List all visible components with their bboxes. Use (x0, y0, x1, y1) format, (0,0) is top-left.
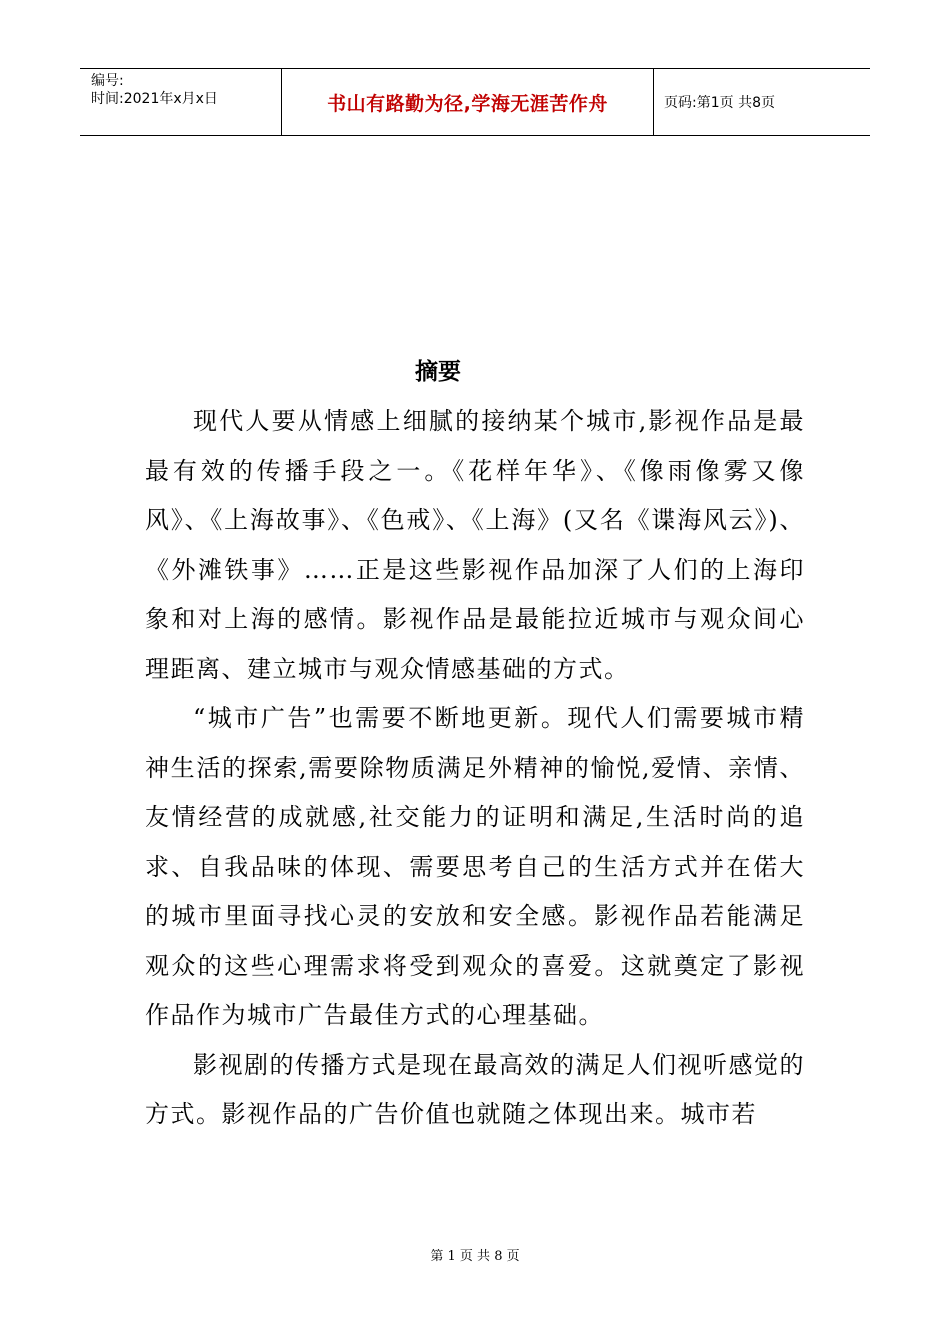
paragraph: 影视剧的传播方式是现在最高效的满足人们视听感觉的方式。影视作品的广告价值也就随之体现出来。城市若 (145, 1050, 805, 1128)
paragraph: “城市广告”也需要不断地更新。现代人们需要城市精神生活的探索,需要除物质满足外精神的愉悦,爱情、亲情、友情经营的成就感,社交能力的证明和满足,生活时尚的追求、自我品味的体现、需要思考自己的生活方式并在偌大的城市里面寻找心灵的安放和安全感。影视作品若能满足观众的这些心理需求将受到观众的喜爱。这就奠定了影视作品作为城市广告最佳方式的心理基础。 (145, 704, 805, 1029)
header-meta (80, 69, 282, 135)
header-motto-cell (282, 69, 654, 135)
page-footer: 第 1 页 共 8 页 (430, 1249, 520, 1264)
header-page-cell (654, 69, 870, 135)
document-title: 摘要 (415, 359, 461, 385)
page-info: 页码:第1页 共8页 (664, 95, 775, 111)
motto-text: 书山有路勤为径,学海无涯苦作舟 (327, 92, 608, 115)
page-header (80, 68, 870, 136)
date-label: 时间:2021年x月x日 (91, 91, 218, 107)
paragraph: 现代人要从情感上细腻的接纳某个城市,影视作品是最最有效的传播手段之一。《花样年华》、《像雨像雾又像风》、《上海故事》、《色戒》、《上海》(又名《谍海风云》)、《外滩铁事》……正是这些影视作品加深了人们的上海印象和对上海的感情。影视作品是最能拉近城市与观众间心理距离、建立城市与观众情感基础的方式。 (145, 407, 805, 683)
number-label: 编号: (91, 73, 124, 89)
document-body (145, 397, 805, 1140)
